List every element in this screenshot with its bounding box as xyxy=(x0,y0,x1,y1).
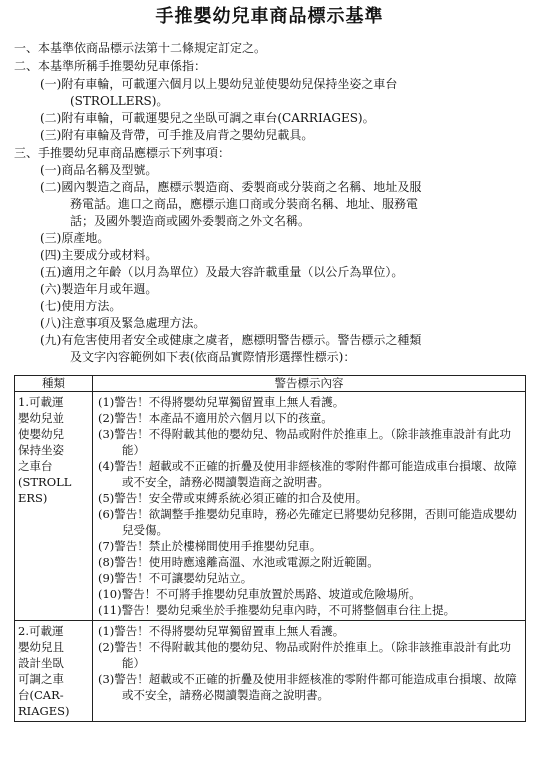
warning-item: (11)警告！嬰幼兒乘坐於手推嬰幼兒車內時，不可將整個車台往上提。 xyxy=(98,603,456,617)
item-3: (三)原產地。 xyxy=(40,231,110,245)
category-cell: 2.可載運 嬰幼兒且 設計坐臥 可調之車 台(CAR- RIAGES) xyxy=(15,621,93,722)
table-header-row xyxy=(15,376,526,392)
header-category: 種類 xyxy=(15,376,93,392)
item-6: (六)製造年月或年週。 xyxy=(40,282,158,296)
item-2-cont: 話；及國外製造商或國外委製商之外文名稱。 xyxy=(70,214,311,228)
item-2-cont: 務電話。進口之商品，應標示進口商或分裝商名稱、地址、服務電 xyxy=(70,197,419,211)
warning-item: (8)警告！使用時應遠離高溫、水池或電源之附近範圍。 xyxy=(98,555,379,569)
table-row xyxy=(15,392,526,621)
document-title: 手推嬰幼兒車商品標示基準 xyxy=(155,6,384,27)
item-4: (四)主要成分或材料。 xyxy=(40,248,158,262)
header-warnings: 警告標示內容 xyxy=(93,376,526,392)
item-9-cont: 及文字內容範例如下表(依商品實際情形選擇性標示)： xyxy=(70,350,356,364)
section-1: 一、本基準依商品標示法第十二條規定訂定之。 xyxy=(14,41,267,55)
item-2: (二)國內製造之商品，應標示製造商、委製商或分裝商之名稱、地址及服 xyxy=(40,180,422,194)
warning-item: (6)警告！欲調整手推嬰幼兒車時，務必先確定已將嬰幼兒移開，否則可能造成嬰幼兒受傷。 xyxy=(98,507,517,537)
warning-item: (7)警告！禁止於樓梯間使用手推嬰幼兒車。 xyxy=(98,539,322,553)
type-3: (三)附有車輪及背帶，可手推及肩背之嬰幼兒載具。 xyxy=(40,128,314,142)
warnings-cell xyxy=(93,621,526,722)
warning-item: (4)警告！超載或不正確的折疊及使用非經核准的零附件都可能造成車台損壞、故障或不安全，請務必閱讀製造商之說明書。 xyxy=(98,459,517,489)
warning-item: (2)警告！本產品不適用於六個月以下的孩童。 xyxy=(98,411,333,425)
section-2: 二、本基準所稱手推嬰幼兒車係指： xyxy=(14,59,207,73)
warnings-cell xyxy=(93,392,526,621)
type-1-cont: (STROLLERS)。 xyxy=(70,94,169,108)
warning-item: (2)警告！不得附載其他的嬰幼兒、物品或附件於推車上。（除非該推車設計有此功能） xyxy=(98,640,512,670)
item-9: (九)有危害使用者安全或健康之虞者，應標明警告標示。警告標示之種類 xyxy=(40,333,422,347)
warning-item: (3)警告！超載或不正確的折疊及使用非經核准的零附件都可能造成車台損壞、故障或不安全，請務必閱讀製造商之說明書。 xyxy=(98,672,517,702)
type-2: (二)附有車輪，可載運嬰兒之坐臥可調之車台(CARRIAGES)。 xyxy=(40,111,375,125)
item-5: (五)適用之年齡（以月為單位）及最大容許載重量（以公斤為單位）。 xyxy=(40,265,404,279)
warning-item: (3)警告！不得附載其他的嬰幼兒、物品或附件於推車上。（除非該推車設計有此功能） xyxy=(98,427,512,457)
section-3: 三、手推嬰幼兒車商品應標示下列事項： xyxy=(14,146,231,160)
warning-item: (1)警告！不得將嬰幼兒單獨留置車上無人看護。 xyxy=(98,624,345,638)
category-cell: 1.可載運 嬰幼兒並 使嬰幼兒 保持坐姿 之車台 (STROLL ERS) xyxy=(15,392,93,621)
warning-item: (9)警告！不可讓嬰幼兒站立。 xyxy=(98,571,253,585)
item-7: (七)使用方法。 xyxy=(40,299,122,313)
table-row xyxy=(15,621,526,722)
warning-item: (5)警告！安全帶或束縛系統必須正確的扣合及使用。 xyxy=(98,491,368,505)
warning-item: (10)警告！不可將手推嬰幼兒車放置於馬路、坡道或危險場所。 xyxy=(98,587,421,601)
type-1: (一)附有車輪，可載運六個月以上嬰幼兒並使嬰幼兒保持坐姿之車台 xyxy=(40,77,398,91)
item-8: (八)注意事項及緊急處理方法。 xyxy=(40,316,206,330)
warning-table xyxy=(14,375,526,722)
item-1: (一)商品名稱及型號。 xyxy=(40,163,158,177)
warning-item: (1)警告！不得將嬰幼兒單獨留置車上無人看護。 xyxy=(98,395,345,409)
